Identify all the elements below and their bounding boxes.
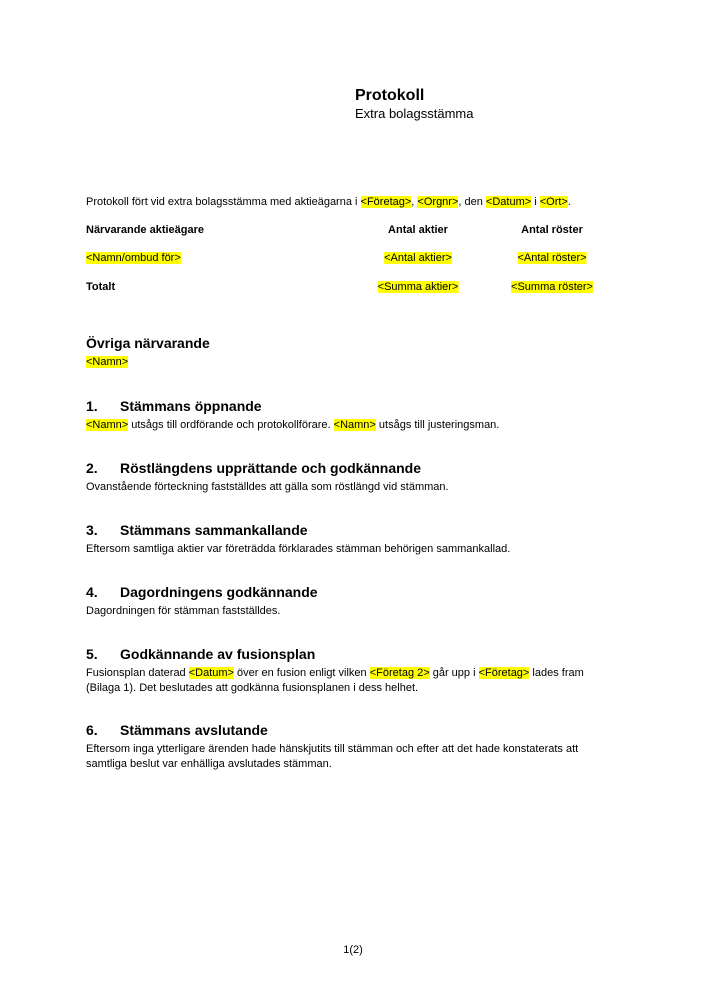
section-5-text [86,666,616,695]
total-label: Totalt [86,281,116,293]
section-text: Fusionsplan daterad [86,667,189,679]
table-header-shares: Antal aktier [388,224,448,236]
section-title: Stämmans avslutande [120,722,268,738]
placeholder-vote-count: <Antal röster> [517,252,587,264]
placeholder-plan-date: <Datum> [188,667,234,679]
placeholder-share-count: <Antal aktier> [384,252,452,264]
section-text: utsågs till ordförande och protokollförare. [128,419,334,431]
section-2-heading [86,460,421,477]
section-5-heading [86,646,315,663]
intro-period: . [567,196,571,208]
section-number: 1. [86,398,98,414]
table-header-shareholders: Närvarande aktieägare [86,224,205,236]
placeholder-place: <Ort> [539,196,568,208]
section-text: över en fusion enligt vilken [233,667,370,679]
section-text: går upp i [429,667,479,679]
section-number: 6. [86,722,98,738]
placeholder-company: <Företag> [360,196,412,208]
intro-paragraph [86,195,571,209]
placeholder-other-name: <Namn> [86,356,129,368]
section-number: 2. [86,460,98,476]
section-6-text: Eftersom inga ytterligare ärenden hade hänskjutits till stämman och efter att det hade konstaterats att samtliga beslut var enhälliga avslutades stämman. [86,743,579,770]
others-present-heading: Övriga närvarande [86,335,210,351]
section-title: Dagordningens godkännande [120,584,318,600]
placeholder-orgnr: <Orgnr> [417,196,459,208]
intro-separator: , den [458,196,486,208]
document-title: Protokoll [355,87,425,104]
page-number: 1(2) [343,944,363,956]
section-number: 3. [86,522,98,538]
section-4-heading [86,584,318,601]
section-1-heading [86,398,262,415]
section-text: lades fram (Bilaga 1). Det beslutades att godkänna fusionsplanen i dess helhet. [86,667,584,694]
section-title: Stämmans sammankallande [120,522,308,538]
placeholder-company-2: <Företag 2> [369,667,430,679]
section-3-text: Eftersom samtliga aktier var företrädda förklarades stämman behörigen sammankallad. [86,543,511,555]
placeholder-shareholder-name: <Namn/ombud för> [86,252,181,264]
intro-separator: i [531,196,540,208]
document-subtitle: Extra bolagsstämma [355,106,474,121]
section-4-text: Dagordningen för stämman fastställdes. [86,605,281,617]
intro-text: Protokoll fört vid extra bolagsstämma med aktieägarna i [86,196,361,208]
section-2-text: Ovanstående förteckning fastställdes att gälla som röstlängd vid stämman. [86,481,449,493]
placeholder-company: <Företag> [478,667,530,679]
placeholder-chairman-name: <Namn> [86,419,129,431]
section-6-heading [86,722,268,739]
section-number: 4. [86,584,98,600]
placeholder-date: <Datum> [485,196,532,208]
intro-separator: , [411,196,418,208]
section-1-text [86,418,499,432]
table-header-votes: Antal röster [521,224,583,236]
placeholder-total-shares: <Summa aktier> [377,281,459,293]
section-text: utsågs till justeringsman. [375,419,500,431]
section-3-heading [86,522,308,539]
section-title: Stämmans öppnande [120,398,262,414]
placeholder-total-votes: <Summa röster> [511,281,593,293]
section-title: Godkännande av fusionsplan [120,646,316,662]
section-title: Röstlängdens upprättande och godkännande [120,460,422,476]
section-number: 5. [86,646,98,662]
placeholder-adjuster-name: <Namn> [333,419,376,431]
